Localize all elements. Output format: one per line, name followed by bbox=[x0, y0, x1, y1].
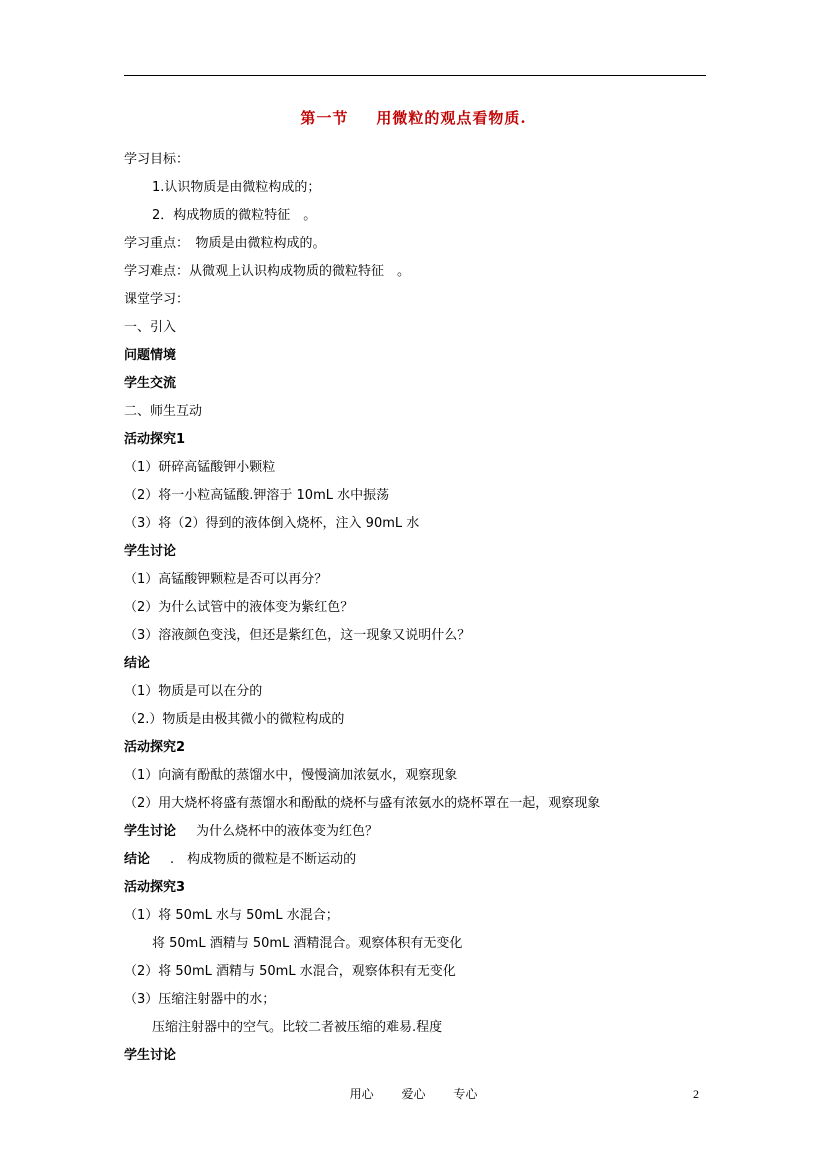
section-number: 第一节 bbox=[300, 109, 349, 127]
document-body bbox=[124, 150, 714, 1074]
body-line: 学生交流 bbox=[124, 376, 177, 391]
body-line: （2.）物质是由极其微小的微粒构成的 bbox=[124, 712, 345, 727]
body-line: （2）将 50mL 酒精与 50mL 水混合，观察体积有无变化 bbox=[124, 964, 456, 979]
page-title bbox=[0, 108, 827, 128]
body-line: （1）向滴有酚酞的蒸馏水中，慢慢滴加浓氨水，观察现象 bbox=[124, 768, 458, 783]
footer-item: 爱心 bbox=[401, 1087, 426, 1101]
body-line: 问题情境 bbox=[124, 348, 177, 363]
body-line: （2）将一小粒高锰酸.钾溶于 10mL 水中振荡 bbox=[124, 488, 390, 503]
body-line: 二、师生互动 bbox=[124, 404, 203, 419]
body-line: （1）研碎高锰酸钾小颗粒 bbox=[124, 460, 276, 475]
body-line bbox=[124, 822, 714, 850]
footer-item: 专心 bbox=[453, 1087, 478, 1101]
body-line: （1）物质是可以在分的 bbox=[124, 684, 263, 699]
line-label: 结论 bbox=[124, 852, 151, 867]
body-line: 将 50mL 酒精与 50mL 酒精混合。观察体积有无变化 bbox=[152, 936, 463, 951]
body-line: 学生讨论 bbox=[124, 1048, 177, 1063]
body-line: 活动探究1 bbox=[124, 432, 186, 447]
body-line: （1）将 50mL 水与 50mL 水混合； bbox=[124, 908, 339, 923]
body-line: （3）将（2）得到的液体倒入烧杯，注入 90mL 水 bbox=[124, 516, 420, 531]
body-line bbox=[124, 850, 714, 878]
page-number: 2 bbox=[693, 1087, 699, 1101]
body-line: （3）溶液颜色变浅，但还是紫红色，这一现象又说明什么？ bbox=[124, 628, 471, 643]
body-line: 结论 bbox=[124, 656, 151, 671]
body-line: 课堂学习： bbox=[124, 292, 190, 307]
section-title: 用微粒的观点看物质. bbox=[376, 109, 527, 127]
body-line: 1.认识物质是由微粒构成的； bbox=[152, 180, 321, 195]
body-line: 压缩注射器中的空气。比较二者被压缩的难易.程度 bbox=[152, 1020, 443, 1035]
footer-item: 用心 bbox=[349, 1087, 374, 1101]
body-line: 活动探究3 bbox=[124, 880, 186, 895]
body-line: （3）压缩注射器中的水； bbox=[124, 992, 276, 1007]
body-line: 2．构成物质的微粒特征 。 bbox=[152, 208, 317, 223]
body-line: （1）高锰酸钾颗粒是否可以再分？ bbox=[124, 572, 328, 587]
page-footer bbox=[0, 1086, 827, 1102]
body-line: 一、引入 bbox=[124, 320, 177, 335]
line-label: 学生讨论 bbox=[124, 824, 177, 839]
line-text: . 构成物质的微粒是不断运动的 bbox=[170, 852, 357, 867]
body-line: 活动探究2 bbox=[124, 740, 186, 755]
body-line: （2）为什么试管中的液体变为紫红色？ bbox=[124, 600, 354, 615]
body-line: 学习目标： bbox=[124, 152, 190, 167]
body-line: 学习难点：从微观上认识构成物质的微粒特征 。 bbox=[124, 264, 411, 279]
line-text: 为什么烧杯中的液体变为红色？ bbox=[196, 824, 379, 839]
header-rule bbox=[124, 75, 706, 76]
body-line: 学生讨论 bbox=[124, 544, 177, 559]
body-line: （2）用大烧杯将盛有蒸馏水和酚酞的烧杯与盛有浓氨水的烧杯罩在一起，观察现象 bbox=[124, 796, 601, 811]
body-line: 学习重点： 物质是由微粒构成的。 bbox=[124, 236, 326, 251]
